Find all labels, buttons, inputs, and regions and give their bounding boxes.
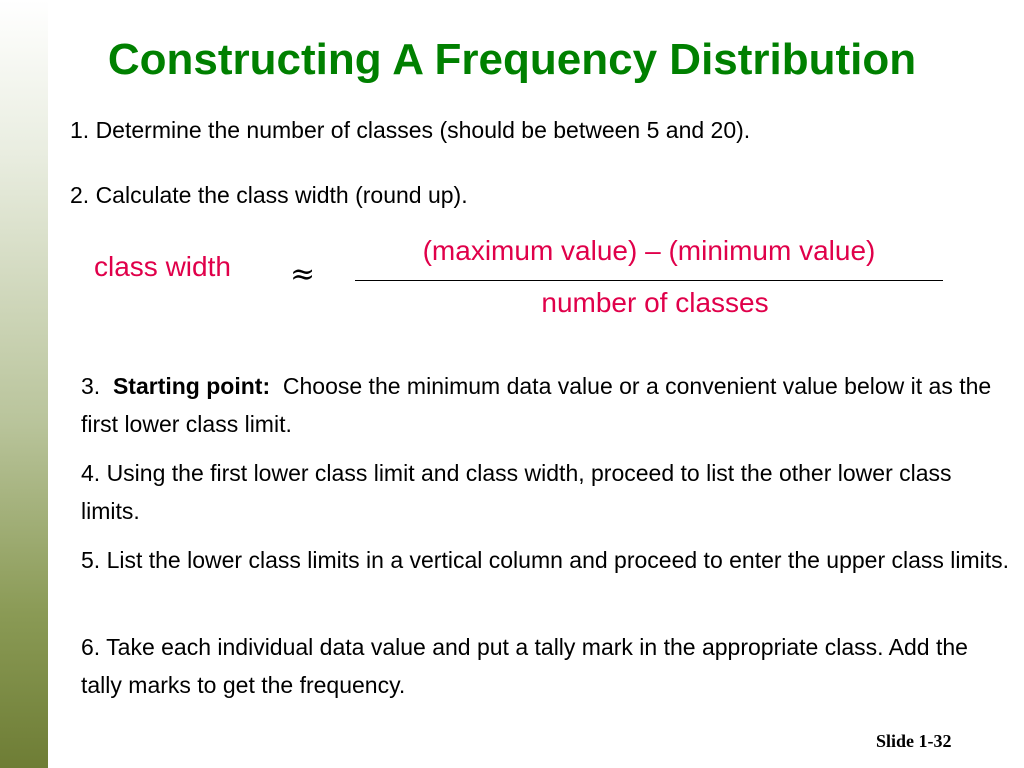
step-6-paragraph: 6. Take each individual data value and put a tally mark in the appropriate class. Add the tally marks to get the frequency. [81, 634, 968, 698]
decorative-sidebar [0, 0, 48, 768]
slide-number: Slide 1-32 [876, 731, 952, 751]
approx-symbol: ≈ [290, 257, 316, 292]
formula-class-width-label: class width [94, 251, 231, 282]
step-3-paragraph [81, 367, 1011, 443]
fraction-bar [355, 280, 943, 281]
step-3-number: 3. [81, 373, 101, 399]
step-3-text: Choose the minimum data value or a convenient value below it as the first lower class limit. [81, 373, 992, 437]
step-1-text: 1. Determine the number of classes (should be between 5 and 20). [70, 117, 751, 143]
formula-numerator: (maximum value) – (minimum value) [422, 235, 876, 266]
step-3-bold-label: Starting point: [112, 373, 271, 399]
step-4-paragraph: 4. Using the first lower class limit and class width, proceed to list the other lower class limits. [81, 460, 952, 524]
formula-denominator: number of classes [541, 287, 769, 318]
step-2-text: 2. Calculate the class width (round up). [70, 182, 468, 208]
step-5-paragraph: 5. List the lower class limits in a vertical column and proceed to enter the upper class limits. [81, 547, 1010, 573]
slide-title: Constructing A Frequency Distribution [107, 35, 917, 84]
